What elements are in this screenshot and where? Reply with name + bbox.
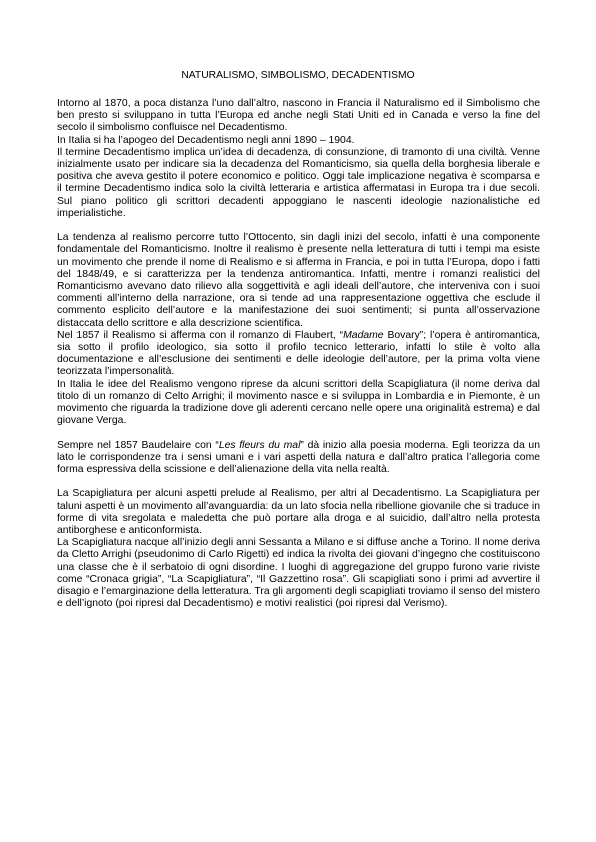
baudelaire-italic-title: Les fleurs du mal [218,439,301,451]
paragraph-spacer [57,476,540,488]
paragraph-origins: Intorno al 1870, a poca distanza l’uno dall’altro, nascono in Francia il Naturalismo ed il Simbolismo che ben presto si sviluppano in tutta l’Europa ed anche negli Stati Uniti ed in Canada e verso la fine del secolo il simbolismo confluisce nel Decadentismo. [57,98,540,134]
paragraph-realism: La tendenza al realismo percorre tutto l’Ottocento, sin dagli inizi del secolo, infatti è una componente fondamentale del Romanticismo. Inoltre il realismo è presente nella letteratura di tutti i tempi ma esiste un movimento che prende il nome di Realismo e si afferma in Francia, e poi in tutta l’Europa, dopo i fatti del 1848/49, e si caratterizza per la tendenza antiromantica. Infatti, mentre i romanzi realistici del Romanticismo avevano dato rilievo alla soggettività e agli ideali dell’autore, che interveniva con i suoi commenti all’interno della narrazione, ora si tende ad una rappresentazione oggettiva che esclude il commento esplicito dell’autore e la manifestazione dei suoi sentimenti; si punta all’osservazione distaccata dello scrittore e alla descrizione scientifica. [57,232,540,329]
paragraph-flaubert [57,330,540,379]
flaubert-italic-title: Madame [343,329,384,341]
paragraph-scapigliatura-origins: La Scapigliatura nacque all’inizio degli anni Sessanta a Milano e si diffuse anche a Torino. Il nome deriva da Cletto Arrighi (pseudonimo di Carlo Rigetti) ed indica la rivolta dei giovani d’ingegno che costituiscono una classe che è il serbatoio di ogni disordine. I luoghi di aggregazione del gruppo furono varie riviste come “Cronaca grigia”, “La Scapigliatura”, “Il Gazzettino rosa”. Gli scapigliati sono i primi ad avvertire il disagio e l’emarginazione della letteratura. Tra gli argomenti degli scapigliati troviamo il senso del mistero e dell’ignoto (poi ripresi dal Decadentismo) e motivi realistici (poi ripresi dal Verismo). [57,537,540,610]
paragraph-spacer [57,220,540,232]
paragraph-scapigliatura-prelude: La Scapigliatura per alcuni aspetti prelude al Realismo, per altri al Decadentismo. La Scapigliatura per taluni aspetti è un movimento all’avanguardia: da un lato sfocia nella ribellione giovanile che si traduce in forme di vita sregolata e maledetta che può portare alla droga e al suicidio, dall’altro nella protesta antiborghese e anticonformista. [57,488,540,537]
baudelaire-text-after: ” dà inizio alla poesia moderna. Egli teorizza da un lato le corrispondenze tra i sensi umani e i vari aspetti della natura e dall’altro pratica l’allegoria come forma espressiva della scissione e dell’alienazione della vita nella realtà. [57,439,540,476]
paragraph-italy-apogee: In Italia si ha l’apogeo del Decadentismo negli anni 1890 – 1904. [57,134,355,146]
document-body [57,98,540,610]
paragraph-spacer [57,427,540,439]
baudelaire-text-before: Sempre nel 1857 Baudelaire con “ [57,439,219,451]
flaubert-text-before: Nel 1857 il Realismo si afferma con il romanzo di Flaubert, “ [57,329,344,341]
flaubert-text-after: Bovary”; l’opera è antiromantica, sia sotto il profilo ideologico, sia sotto il profilo tecnico letterario, infatti lo stile è volto alla documentazione e all’esclusione dei sentimenti e delle ideologie dell’autore, per la prima volta viene teorizzata l’impersonalità. [57,329,540,378]
paragraph-baudelaire [57,440,540,477]
page-title: NATURALISMO, SIMBOLISMO, DECADENTISMO [181,70,415,81]
paragraph-italy-realism: In Italia le idee del Realismo vengono riprese da alcuni scrittori della Scapigliatura (il nome deriva dal titolo di un romanzo di Celto Arrighi; il movimento nasce e si sviluppa in Lombardia e in Piemonte, è un movimento che riguarda la tradizione dove gli aderenti cercano nelle opere una originalità estrema) e dal giovane Verga. [57,378,540,427]
paragraph-decadentismo-definition: Il termine Decadentismo implica un’idea di decadenza, di consunzione, di tramonto di una civiltà. Venne inizialmente usato per indicare sia la decadenza del Romanticismo, sia quella della borghesia liberale e positiva che aveva gestito il potere economico e politico. Oggi tale implicazione negativa è scomparsa e il termine Decadentismo indica solo la civiltà letteraria e artistica affermatasi in Europa tra i due secoli. Sul piano politico gli scrittori decadenti appoggiano le nascenti ideologie nazionalistiche ed imperialistiche. [57,146,540,219]
